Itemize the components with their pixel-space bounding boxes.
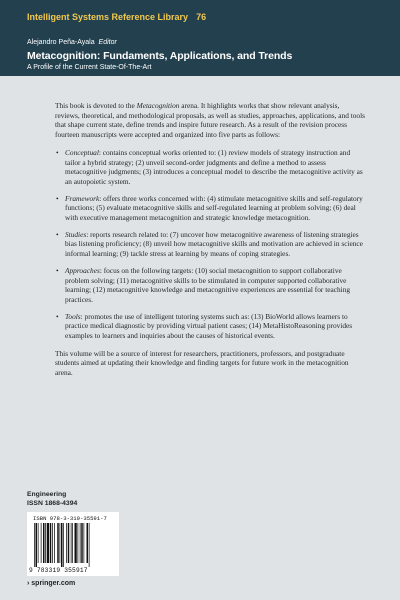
bullet-icon: •: [56, 147, 59, 157]
list-item: • Approaches: focus on the following targets: (10) social metacognition to support collaborative problem solving; (11) metacognitive skills to be stimulated in computer supported collaborative learning; (12) metacognitive knowledge and metacognitive experiences are essential for teaching practices.: [56, 265, 351, 304]
editor-role: Editor: [98, 39, 117, 46]
series-name: Intelligent Systems Reference Library: [27, 12, 189, 22]
series-line: [27, 12, 206, 22]
list-item: • Conceptual: contains conceptual works oriented to: (1) review models of strategy instruction and tailor a hybrid strategy; (2) unveil second-order judgments and define a method to assess metacognitive judgments; (3) introduces a conceptual model to describe the metacognitive activity as an autopoietic system.: [56, 147, 363, 186]
subject-label: Engineering: [27, 491, 67, 498]
closing-paragraph: This volume will be a source of interest for researchers, practitioners, professors, and postgraduate students aimed at updating their knowledge and finding targets for future work in the metacognition arena.: [55, 348, 349, 378]
list-item: • Framework: offers three works concerned with: (4) stimulate metacognitive skills and self-regulatory functions; (5) evaluate metacognitive skills and self-regulated learning at problem solving; (6) deal with executive management metacognition and strategic knowledge metacognition.: [56, 193, 363, 223]
list-item: • Tools: promotes the use of intelligent tutoring systems such as: (13) BioWorld allows learners to practice medical diagnostic by providing virtual patient cases; (14) MetaHistoReasoning provides examples to learners and inquiries about the causes of historical events.: [56, 311, 353, 341]
blurb: [55, 101, 365, 386]
barcode-bars: [33, 523, 113, 567]
isbn-label: ISBN 978-3-319-35591-7: [33, 515, 107, 522]
editor-line: [27, 39, 117, 46]
intro-emphasis: Metacognition: [136, 101, 180, 110]
list-item: • Studies: reports research related to: (7) uncover how metacognitive awareness of listening strategies bias listening proficiency; (8) unveil how metacognitive skills and motivation are achieved in science informal learning; (9) tackle stress at learning by means of coping strategies.: [56, 229, 363, 259]
volume-number: 76: [196, 12, 207, 22]
barcode: [27, 512, 119, 576]
barcode-number: 9 783319 355917: [29, 567, 88, 574]
publisher-link[interactable]: › springer.com: [27, 580, 76, 587]
issn-label: ISSN 1868-4394: [27, 500, 78, 507]
bullet-icon: •: [56, 229, 59, 239]
bullet-icon: •: [56, 311, 59, 321]
parts-list: [55, 148, 365, 341]
intro-paragraph: This book is devoted to the Metacognition arena. It highlights works that show relevant analysis, reviews, theoretical, and methodological proposals, as well as studies, approaches, applications, and tools that shape current state, define trends and inspire future research. As a result of the revision process fourteen manuscripts were accepted and organized into five parts as follows:: [55, 101, 365, 140]
bullet-icon: •: [56, 265, 59, 275]
book-title: Metacognition: Fundaments, Applications, and Trends: [27, 50, 293, 62]
classification-block: [27, 490, 77, 508]
book-subtitle: A Profile of the Current State-Of-The-Art: [27, 64, 152, 71]
editor-name: Alejandro Peña-Ayala: [27, 39, 95, 46]
cover-header-band: [0, 0, 400, 76]
bullet-icon: •: [56, 193, 59, 203]
